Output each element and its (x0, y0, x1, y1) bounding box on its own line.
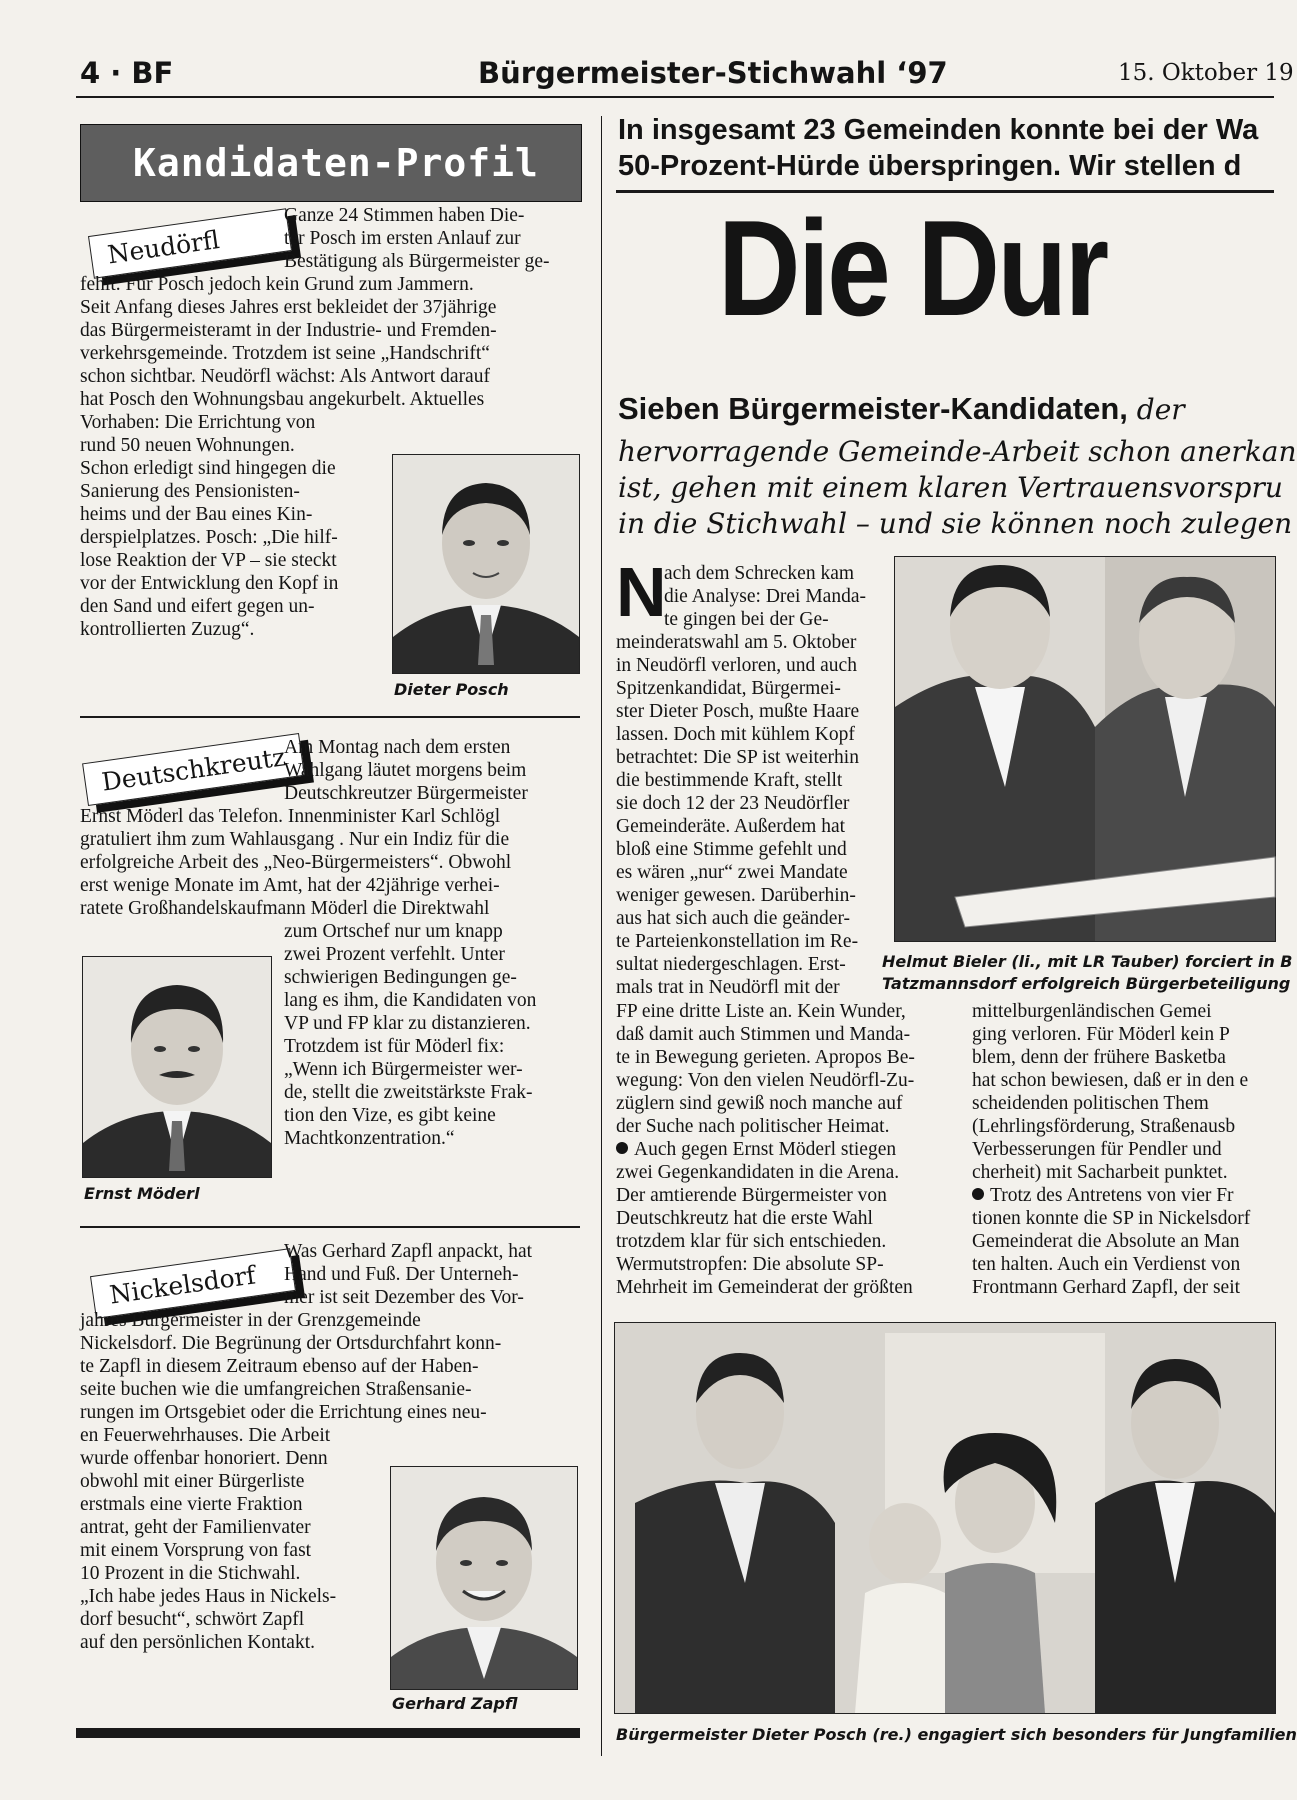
text-line: Trotz des Antretens von vier Fr (972, 1184, 1274, 1207)
text-line: mittelburgenländischen Gemei (972, 1001, 1212, 1022)
text-line: seite buchen wie die umfangreichen Straßensanie- (80, 1379, 472, 1400)
text-line: FP eine dritte Liste an. Kein Wunder, (616, 1001, 906, 1022)
text-line: (Lehrlingsförderung, Straßenausb (972, 1116, 1236, 1137)
text-line: Mehrheit im Gemeinderat der größten (616, 1277, 913, 1298)
text-line: schwierigen Bedingungen ge- (284, 967, 517, 988)
text-line: sultat niedergeschlagen. Erst- (616, 954, 846, 975)
profile-box-bottom-rule (76, 1728, 580, 1738)
kicker-line: In insgesamt 23 Gemeinden konnte bei der Wa (618, 114, 1259, 146)
portrait-image (83, 957, 271, 1177)
profile-divider (80, 716, 580, 718)
text-line: „Ich habe jedes Haus in Nickels- (80, 1586, 337, 1607)
text-line: ter Posch im ersten Anlauf zur (284, 228, 521, 249)
subhead-italic: der (1127, 393, 1185, 426)
text-line: Ganze 24 Stimmen haben Die- (284, 205, 525, 226)
subhead-italic: in die Stichwahl – und sie können noch zulegen (618, 507, 1293, 540)
text-line: zwei Prozent verfehlt. Unter (284, 944, 505, 965)
text-line: gratuliert ihm zum Wahlausgang . Nur ein Indiz für die (80, 829, 510, 850)
text-line: dorf besucht“, schwört Zapfl (80, 1609, 305, 1630)
text-line: aus hat sich auch die geänder- (616, 908, 851, 929)
article-col1-text-wide (616, 1000, 946, 1299)
header-rule (76, 96, 1274, 98)
photo-ernst-moederl (82, 956, 272, 1178)
text-line: VP und FP klar zu distanzieren. (284, 1013, 531, 1034)
text-line: Gemeinderat die Absolute an Man (972, 1231, 1240, 1252)
section-title: Bürgermeister-Stichwahl ‘97 (478, 56, 948, 90)
caption-line: Tatzmannsdorf erfolgreich Bürgerbeteiligung (882, 974, 1291, 993)
text-line: kontrollierten Zuzug“. (80, 619, 255, 640)
text-line: „Wenn ich Bürgermeister wer- (284, 1059, 523, 1080)
text-line: auf den persönlichen Kontakt. (80, 1632, 316, 1653)
text-line: vor der Entwicklung den Kopf in (80, 573, 339, 594)
photo-caption: Ernst Möderl (84, 1184, 200, 1203)
photo-caption: Dieter Posch (394, 680, 509, 699)
text-line: rungen im Ortsgebiet oder die Errichtung eines neu- (80, 1402, 487, 1423)
text-line: meinderatswahl am 5. Oktober (616, 632, 857, 653)
text-line: blem, denn der frühere Basketba (972, 1047, 1226, 1068)
stamp-deutschkreutz: Deutschkreutz (82, 733, 305, 806)
text-line: mer ist seit Dezember des Vor- (284, 1287, 524, 1308)
text-line: Machtkonzentration.“ (284, 1128, 455, 1149)
text-line: jahres Bürgermeister in der Grenzgemeinde (80, 1310, 421, 1331)
text-line: zwei Gegenkandidaten in die Arena. (616, 1162, 900, 1183)
photo-caption: Bürgermeister Dieter Posch (re.) engagiert sich besonders für Jungfamilien (616, 1725, 1297, 1744)
text-line: Am Montag nach dem ersten (284, 737, 511, 758)
text-line: fehlt. Für Posch jedoch kein Grund zum Jammern. (80, 274, 474, 295)
text-line: das Bürgermeisteramt in der Industrie- und Fremden- (80, 320, 497, 341)
text-line: Sanierung des Pensionisten- (80, 481, 300, 502)
photo-image (895, 557, 1275, 941)
text-line: 10 Prozent in die Stichwahl. (80, 1563, 301, 1584)
profile-deutschkreutz-text-top (284, 736, 580, 805)
text-line: daß damit auch Stimmen und Manda- (616, 1024, 911, 1045)
text-line: der Suche nach politischer Heimat. (616, 1116, 890, 1137)
drop-cap: N (616, 553, 667, 631)
text-line: hat schon bewiesen, daß er in den e (972, 1070, 1249, 1091)
text-line: den Sand und eifert gegen un- (80, 596, 315, 617)
article-col1-text (616, 631, 880, 999)
text-line: te gingen bei der Ge- (664, 609, 829, 630)
photo-gerhard-zapfl (390, 1466, 578, 1690)
text-line: Bestätigung als Bürgermeister ge- (284, 251, 550, 272)
text-line: verkehrsgemeinde. Trotzdem ist seine „Handschrift“ (80, 343, 490, 364)
profile-divider (80, 1226, 580, 1228)
subhead (618, 390, 1297, 542)
text-line: ging verloren. Für Möderl kein P (972, 1024, 1230, 1045)
text-line: ach dem Schrecken kam (664, 563, 855, 584)
text-line: weniger gewesen. Darüberhin- (616, 885, 856, 906)
text-line: te Zapfl in diesem Zeitraum ebenso auf der Haben- (80, 1356, 479, 1377)
text-line: Schon erledigt sind hingegen die (80, 458, 336, 479)
text-line: betrachtet: Die SP ist weiterhin (616, 747, 859, 768)
article-col1-dropcap-lines (664, 562, 880, 631)
article-kicker (618, 112, 1274, 184)
text-line: rund 50 neuen Wohnungen. (80, 435, 295, 456)
text-line: Der amtierende Bürgermeister von (616, 1185, 887, 1206)
text-line: Deutschkreutzer Bürgermeister (284, 783, 528, 804)
text-line: erfolgreiche Arbeit des „Neo-Bürgermeisters“. Obwohl (80, 852, 512, 873)
text-line: Deutschkreutz hat die erste Wahl (616, 1208, 873, 1229)
subhead-italic: ist, gehen mit einem klaren Vertrauensvorspru (618, 471, 1283, 504)
text-line: te in Bewegung gerieten. Apropos Be- (616, 1047, 915, 1068)
text-line: Gemeinderäte. Außerdem hat (616, 816, 846, 837)
headline: Die Dur (718, 192, 1107, 344)
text-line: mals trat in Neudörfl mit der (616, 977, 840, 998)
subhead-bold: Sieben Bürgermeister-Kandidaten, (618, 391, 1128, 426)
text-line: erstmals eine vierte Fraktion (80, 1494, 303, 1515)
text-line: tion den Vize, es gibt keine (284, 1105, 496, 1126)
text-line: züglern sind gewiß noch manche auf (616, 1093, 903, 1114)
profile-neudoerfl-text-full (80, 273, 580, 411)
photo-caption (882, 951, 1293, 995)
text-line: Nickelsdorf. Die Begrünung der Ortsdurchfahrt konn- (80, 1333, 502, 1354)
stamp-nickelsdorf: Nickelsdorf (90, 1248, 296, 1319)
profile-neudoerfl-text-narrow (80, 411, 376, 641)
text-line: schon sichtbar. Neudörfl wächst: Als Antwort darauf (80, 366, 490, 387)
profile-nickelsdorf-text-narrow (80, 1424, 376, 1654)
text-line: mit einem Vorsprung von fast (80, 1540, 312, 1561)
text-line: trotzdem klar für sich entschieden. (616, 1231, 887, 1252)
text-line: Wermutstropfen: Die absolute SP- (616, 1254, 884, 1275)
text-line: bloß eine Stimme gefehlt und (616, 839, 847, 860)
text-line: Frontmann Gerhard Zapfl, der seit (972, 1277, 1241, 1298)
subhead-italic: hervorragende Gemeinde-Arbeit schon anerkan (618, 435, 1297, 468)
text-line: Wahlgang läutet morgens beim (284, 760, 527, 781)
photo-dieter-posch (392, 454, 580, 674)
bullet-icon (616, 1142, 628, 1154)
text-line: lassen. Doch mit kühlem Kopf (616, 724, 855, 745)
text-line: Trotzdem ist für Möderl fix: (284, 1036, 505, 1057)
stamp-neudoerfl: Neudörfl (88, 208, 292, 278)
portrait-image (393, 455, 579, 673)
text-line: tionen konnte die SP in Nickelsdorf (972, 1208, 1251, 1229)
text-line: zum Ortschef nur um knapp (284, 921, 503, 942)
text-line: ster Dieter Posch, mußte Haare (616, 701, 860, 722)
profile-box-title: Kandidaten-Profil (133, 141, 539, 185)
profile-nickelsdorf-text-full (80, 1309, 580, 1424)
text-line: in Neudörfl verloren, und auch (616, 655, 857, 676)
text-line: ratete Großhandelskaufmann Möderl die Direktwahl (80, 898, 490, 919)
text-line: Spitzenkandidat, Bürgermei- (616, 678, 841, 699)
profile-deutschkreutz-text-full (80, 805, 580, 920)
profile-deutschkreutz-text-narrow (284, 920, 580, 1150)
text-line: ten halten. Auch ein Verdienst von (972, 1254, 1241, 1275)
text-line: hat Posch den Wohnungsbau angekurbelt. Aktuelles (80, 389, 485, 410)
text-line: obwohl mit einer Bürgerliste (80, 1471, 305, 1492)
text-line: sie doch 12 der 23 Neudörfler (616, 793, 850, 814)
photo-posch-family (614, 1322, 1276, 1714)
text-line: wegung: Von den vielen Neudörfl-Zu- (616, 1070, 915, 1091)
text-line: Vorhaben: Die Errichtung von (80, 412, 316, 433)
text-line: Ernst Möderl das Telefon. Innenminister Karl Schlögl (80, 806, 501, 827)
bullet-icon (972, 1188, 984, 1200)
text-line: de, stellt die zweitstärkste Frak- (284, 1082, 533, 1103)
text-line: die bestimmende Kraft, stellt (616, 770, 843, 791)
text-line: Hand und Fuß. Der Unterneh- (284, 1264, 519, 1285)
caption-line: Helmut Bieler (li., mit LR Tauber) forciert in B (882, 952, 1293, 971)
photo-bieler-tauber (894, 556, 1276, 942)
text-line: cherheit) mit Sacharbeit punktet. (972, 1162, 1228, 1183)
text-line: te Parteienkonstellation im Re- (616, 931, 859, 952)
text-line: lang es ihm, die Kandidaten von (284, 990, 537, 1011)
text-line: scheidenden politischen Them (972, 1093, 1209, 1114)
profile-box-title-bar (80, 124, 582, 202)
profile-nickelsdorf-text-top (284, 1240, 580, 1309)
text-line: wurde offenbar honoriert. Denn (80, 1448, 328, 1469)
text-line: Auch gegen Ernst Möderl stiegen (616, 1138, 946, 1161)
text-line: en Feuerwehrhauses. Die Arbeit (80, 1425, 331, 1446)
text-line: es wären „nur“ zwei Mandate (616, 862, 848, 883)
kicker-line: 50-Prozent-Hürde überspringen. Wir stellen d (618, 150, 1242, 182)
issue-date: 15. Oktober 19 (1118, 60, 1294, 86)
text-line: derspielplatzes. Posch: „Die hilf- (80, 527, 338, 548)
article-column-rule (601, 116, 602, 1756)
text-line: Seit Anfang dieses Jahres erst bekleidet der 37jährige (80, 297, 497, 318)
photo-image (615, 1323, 1275, 1713)
page-number: 4 · BF (80, 56, 174, 90)
profile-neudoerfl-text-top (284, 204, 580, 273)
text-line: Verbesserungen für Pendler und (972, 1139, 1222, 1160)
portrait-image (391, 1467, 577, 1689)
text-line: heims und der Bau eines Kin- (80, 504, 313, 525)
text-line: antrat, geht der Familienvater (80, 1517, 311, 1538)
article-col2-text (972, 1000, 1274, 1299)
text-line: Was Gerhard Zapfl anpackt, hat (284, 1241, 533, 1262)
text-line: die Analyse: Drei Manda- (664, 586, 866, 607)
photo-caption: Gerhard Zapfl (392, 1694, 518, 1713)
text-line: erst wenige Monate im Amt, hat der 42jährige verhei- (80, 875, 500, 896)
text-line: lose Reaktion der VP – sie steckt (80, 550, 337, 571)
